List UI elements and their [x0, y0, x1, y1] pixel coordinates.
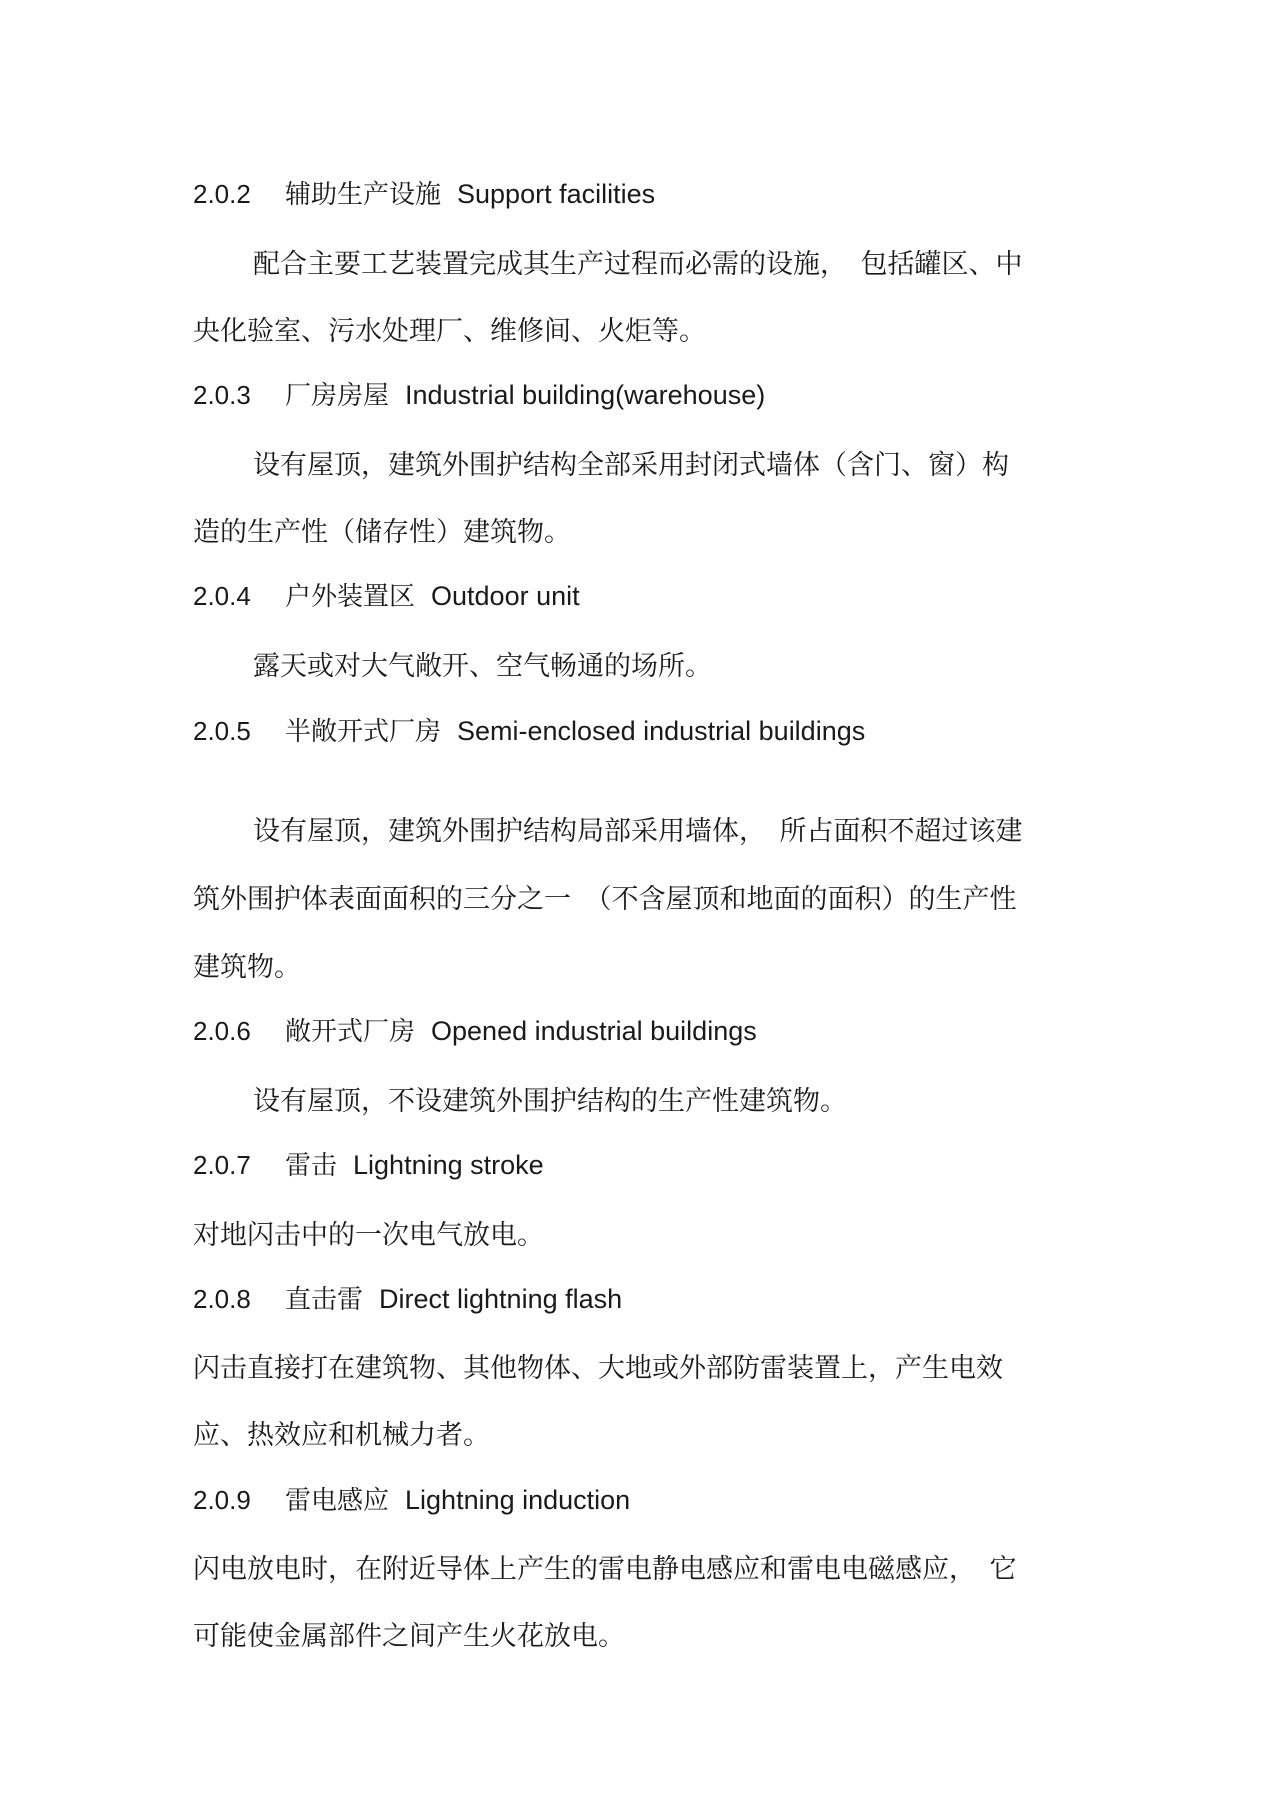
section-title-en: Lightning induction: [405, 1485, 631, 1515]
paragraph-line: 闪电放电时，在附近导体上产生的雷电静电感应和雷电电磁感应， 它: [193, 1554, 1017, 1585]
section-title-cn: 敞开式厂房: [285, 1017, 416, 1047]
section-heading-2-0-5: [193, 714, 865, 749]
paragraph-line: 配合主要工艺装置完成其生产过程而必需的设施， 包括罐区、中: [253, 249, 1023, 280]
section-title-cn: 辅助生产设施: [285, 180, 442, 210]
section-title-cn: 厂房房屋: [285, 381, 390, 411]
section-title-cn: 户外装置区: [285, 582, 416, 612]
paragraph-line: 露天或对大气敞开、空气畅通的场所。: [253, 651, 712, 682]
section-title-en: Lightning stroke: [353, 1150, 544, 1180]
section-title-en: Semi-enclosed industrial buildings: [457, 716, 866, 746]
section-heading-2-0-9: [193, 1483, 630, 1518]
section-title-cn: 半敞开式厂房: [285, 717, 442, 747]
paragraph-line: 应、热效应和机械力者。: [193, 1420, 490, 1451]
section-title-cn: 直击雷: [285, 1285, 364, 1315]
section-number: 2.0.7: [193, 1150, 251, 1180]
section-title-cn: 雷电感应: [285, 1486, 390, 1516]
section-title-en: Outdoor unit: [431, 581, 580, 611]
section-heading-2-0-2: [193, 177, 655, 212]
paragraph-line: 对地闪击中的一次电气放电。: [193, 1220, 544, 1251]
section-number: 2.0.2: [193, 179, 251, 209]
section-title-cn: 雷击: [285, 1151, 338, 1181]
section-heading-2-0-3: [193, 378, 765, 413]
section-title-en: Opened industrial buildings: [431, 1016, 757, 1046]
paragraph-line: 闪击直接打在建筑物、其他物体、大地或外部防雷装置上，产生电效: [193, 1353, 1003, 1384]
section-number: 2.0.5: [193, 716, 251, 746]
section-number: 2.0.4: [193, 581, 251, 611]
section-number: 2.0.6: [193, 1016, 251, 1046]
section-title-en: Support facilities: [457, 179, 656, 209]
paragraph-line: 筑外围护体表面面积的三分之一 （不含屋顶和地面的面积）的生产性: [193, 884, 1017, 915]
section-heading-2-0-7: [193, 1148, 544, 1183]
section-number: 2.0.3: [193, 380, 251, 410]
paragraph-line: 建筑物。: [193, 952, 301, 983]
paragraph-line: 造的生产性（储存性）建筑物。: [193, 517, 571, 548]
paragraph-line: 设有屋顶，不设建筑外围护结构的生产性建筑物。: [253, 1086, 847, 1117]
section-number: 2.0.8: [193, 1284, 251, 1314]
section-title-en: Industrial building(warehouse): [405, 380, 766, 410]
section-title-en: Direct lightning flash: [379, 1284, 623, 1314]
paragraph-line: 可能使金属部件之间产生火花放电。: [193, 1621, 625, 1652]
paragraph-line: 设有屋顶，建筑外围护结构局部采用墙体， 所占面积不超过该建: [253, 816, 1023, 847]
section-heading-2-0-6: [193, 1014, 757, 1049]
section-heading-2-0-4: [193, 579, 580, 614]
paragraph-line: 设有屋顶，建筑外围护结构全部采用封闭式墙体（含门、窗）构: [253, 450, 1009, 481]
paragraph-line: 央化验室、污水处理厂、维修间、火炬等。: [193, 316, 706, 347]
section-number: 2.0.9: [193, 1485, 251, 1515]
section-heading-2-0-8: [193, 1282, 622, 1317]
